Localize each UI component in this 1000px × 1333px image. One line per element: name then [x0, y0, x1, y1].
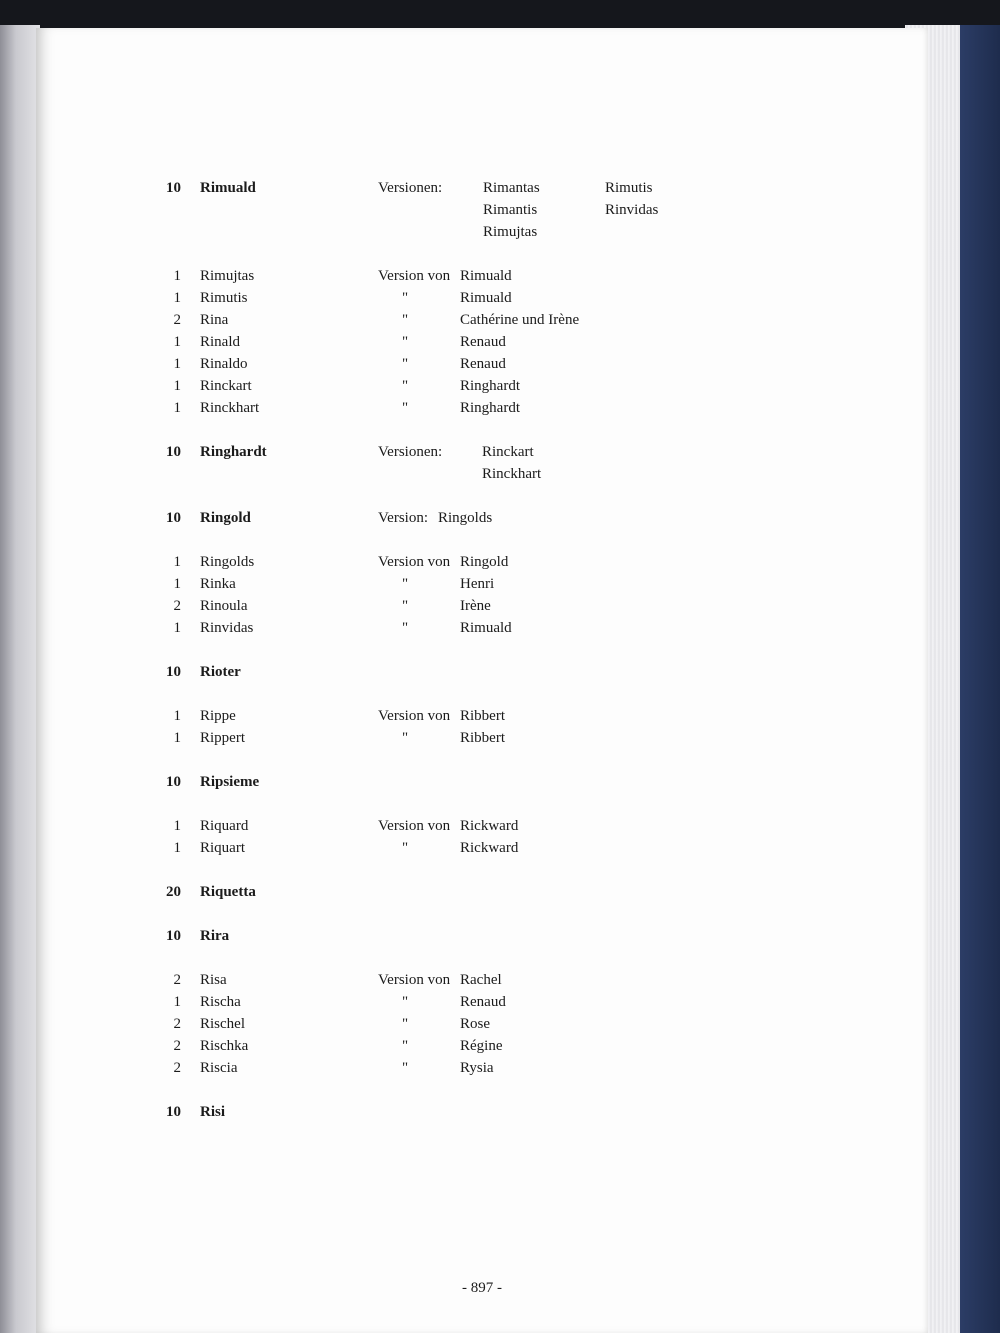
entry-count: 1: [173, 378, 181, 394]
entry-name: Rischka: [200, 1038, 249, 1054]
entry-count: 2: [173, 1038, 181, 1054]
entry-row: [36, 287, 928, 309]
entry-name: Rioter: [200, 664, 241, 680]
entry-target: Renaud: [460, 356, 506, 372]
entry-version-value: Rinckhart: [482, 466, 542, 482]
entry-count: 2: [173, 312, 181, 328]
entry-version-value: Rimantas: [483, 180, 540, 196]
book-page: [36, 28, 928, 1333]
entry-target: Henri: [460, 576, 495, 592]
entry-count: 1: [173, 840, 181, 856]
entry-count: 10: [166, 1104, 181, 1120]
scan-top-edge: [0, 0, 1000, 30]
entry-name: Rippe: [200, 708, 236, 724]
entry-version-label: Version von: [378, 708, 451, 724]
entry-row: [36, 991, 928, 1013]
entry-name: Rina: [200, 312, 229, 328]
entry-row: [36, 353, 928, 375]
entry-count: 1: [173, 554, 181, 570]
entry-target: Ringold: [460, 554, 509, 570]
entry-continuation-row: [36, 199, 928, 221]
entry-count: 10: [166, 664, 181, 680]
book-left-page-edge: [0, 25, 40, 1333]
entry-count: 1: [173, 334, 181, 350]
entry-name: Riscia: [200, 1060, 238, 1076]
entry-target: Rickward: [460, 840, 519, 856]
entry-target: Ringhardt: [460, 400, 520, 416]
ditto-mark: ": [402, 620, 409, 636]
entry-version-label: Version von: [378, 972, 451, 988]
entry-row: [36, 507, 928, 529]
entry-target: Rimuald: [460, 290, 512, 306]
entry-name: Riquart: [200, 840, 245, 856]
entry-name: Rischel: [200, 1016, 245, 1032]
entry-row: [36, 595, 928, 617]
ditto-mark: ": [402, 994, 409, 1010]
entry-target: Rickward: [460, 818, 519, 834]
entry-name: Rinka: [200, 576, 236, 592]
ditto-mark: ": [402, 356, 409, 372]
entry-target: Cathérine und Irène: [460, 312, 580, 328]
entry-name: Ripsieme: [200, 774, 260, 790]
entry-row: [36, 771, 928, 793]
entry-version-label: Version:: [378, 510, 428, 526]
entry-row: [36, 661, 928, 683]
entry-name: Rippert: [200, 730, 245, 746]
entry-row: [36, 573, 928, 595]
entry-target: Irène: [460, 598, 491, 614]
entry-row: [36, 727, 928, 749]
entry-name: Risi: [200, 1104, 226, 1120]
entry-row: [36, 309, 928, 331]
ditto-mark: ": [402, 840, 409, 856]
entry-target: Renaud: [460, 994, 506, 1010]
entry-version-label: Version von: [378, 818, 451, 834]
entry-version-value: Ringolds: [438, 510, 493, 526]
entry-count: 1: [173, 576, 181, 592]
entry-target: Rachel: [460, 972, 502, 988]
entry-version-label: Version von: [378, 554, 451, 570]
entry-count: 1: [173, 994, 181, 1010]
entry-version-label: Versionen:: [378, 180, 443, 196]
entry-name: Rinckhart: [200, 400, 260, 416]
entry-name: Riquard: [200, 818, 249, 834]
entry-count: 10: [166, 180, 181, 196]
entry-target: Régine: [460, 1038, 503, 1054]
entry-count: 1: [173, 620, 181, 636]
entry-version-value: Rimantis: [483, 202, 538, 218]
entry-row: [36, 397, 928, 419]
entry-version-value: Rinckart: [482, 444, 534, 460]
entry-count: 1: [173, 268, 181, 284]
entry-count: 1: [173, 290, 181, 306]
ditto-mark: ": [402, 576, 409, 592]
entry-name: Rinckart: [200, 378, 252, 394]
entry-row: [36, 375, 928, 397]
ditto-mark: ": [402, 1060, 409, 1076]
ditto-mark: ": [402, 400, 409, 416]
entry-version-label: Versionen:: [378, 444, 443, 460]
entry-row: [36, 1101, 928, 1123]
entry-count: 10: [166, 774, 181, 790]
page-number: - 897 -: [462, 1280, 502, 1296]
entry-count: 2: [173, 1060, 181, 1076]
entry-target: Rimuald: [460, 268, 512, 284]
entry-count: 1: [173, 708, 181, 724]
entry-continuation-row: [36, 221, 928, 243]
entry-count: 1: [173, 730, 181, 746]
entry-count: 20: [166, 884, 181, 900]
entry-row: [36, 969, 928, 991]
ditto-mark: ": [402, 1016, 409, 1032]
entry-count: 1: [173, 356, 181, 372]
entry-row: [36, 1035, 928, 1057]
entry-row: [36, 1057, 928, 1079]
entry-target: Ribbert: [460, 708, 505, 724]
entry-name: Rinvidas: [200, 620, 254, 636]
entry-version-value: Rinvidas: [605, 202, 659, 218]
entry-target: Rimuald: [460, 620, 512, 636]
entry-count: 1: [173, 400, 181, 416]
entry-continuation-row: [36, 463, 928, 485]
entry-version-value: Rimutis: [605, 180, 653, 196]
entry-name: Ringolds: [200, 554, 255, 570]
entry-name: Rira: [200, 928, 230, 944]
entry-target: Rose: [460, 1016, 490, 1032]
entry-name: Risa: [200, 972, 227, 988]
entry-row: [36, 925, 928, 947]
entry-name: Ringold: [200, 510, 251, 526]
entry-target: Ringhardt: [460, 378, 520, 394]
entry-row: [36, 837, 928, 859]
entry-name: Ringhardt: [200, 444, 267, 460]
ditto-mark: ": [402, 598, 409, 614]
entry-version-value: Rimujtas: [483, 224, 538, 240]
book-cover-edge: [960, 25, 1000, 1333]
entry-name: Rimutis: [200, 290, 248, 306]
entry-row: [36, 331, 928, 353]
entry-name: Rimujtas: [200, 268, 255, 284]
entry-name: Rinald: [200, 334, 240, 350]
entry-row: [36, 881, 928, 903]
entry-name: Rinoula: [200, 598, 248, 614]
entry-name: Rinaldo: [200, 356, 248, 372]
entry-row: [36, 265, 928, 287]
entry-target: Rysia: [460, 1060, 494, 1076]
entry-count: 2: [173, 598, 181, 614]
ditto-mark: ": [402, 290, 409, 306]
entry-name: Riquetta: [200, 884, 256, 900]
entry-row: [36, 177, 928, 199]
ditto-mark: ": [402, 730, 409, 746]
entry-count: 10: [166, 444, 181, 460]
entry-count: 2: [173, 1016, 181, 1032]
entry-row: [36, 1013, 928, 1035]
entry-name: Rimuald: [200, 180, 256, 196]
entry-count: 1: [173, 818, 181, 834]
entry-row: [36, 551, 928, 573]
entry-row: [36, 815, 928, 837]
entry-version-label: Version von: [378, 268, 451, 284]
ditto-mark: ": [402, 378, 409, 394]
entry-count: 10: [166, 510, 181, 526]
ditto-mark: ": [402, 312, 409, 328]
entry-row: [36, 617, 928, 639]
entry-count: 10: [166, 928, 181, 944]
entry-name: Rischa: [200, 994, 241, 1010]
entry-row: [36, 705, 928, 727]
entry-count: 2: [173, 972, 181, 988]
entry-target: Renaud: [460, 334, 506, 350]
ditto-mark: ": [402, 1038, 409, 1054]
entry-row: [36, 441, 928, 463]
ditto-mark: ": [402, 334, 409, 350]
entry-target: Ribbert: [460, 730, 505, 746]
